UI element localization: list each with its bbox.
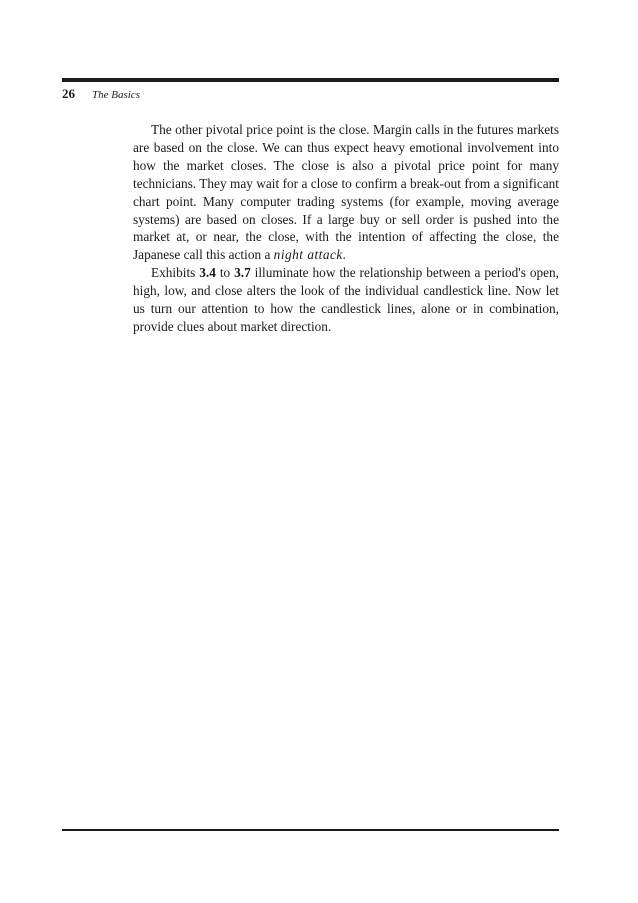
paragraph-1 (133, 121, 559, 264)
paragraph-2 (133, 264, 559, 336)
page-header (62, 86, 559, 104)
paragraph-1-italic-term: night attack. (273, 247, 347, 263)
exhibit-ref-start: 3.4 (199, 265, 216, 281)
paragraph-2-part-2: to (215, 265, 235, 281)
body-text (133, 121, 559, 336)
footer-rule (62, 829, 559, 831)
exhibit-ref-end: 3.7 (234, 265, 251, 281)
header-rule (62, 78, 559, 82)
paragraph-2-part-3: illuminate how the relationship between a period's open, high, low, and close alters the look of the individual candlestick line. Now let us turn our attention to how the candlestick lines, alone or in combination, provide clues about market direction. (133, 265, 559, 334)
paragraph-1-text: The other pivotal price point is the close. Margin calls in the futures markets are based on the close. We can thus expect heavy emotional involvement into how the market closes. The close is also a pivotal price point for many technicians. They may wait for a close to confirm a break-out from a significant chart point. Many computer trading systems (for example, moving average systems) are based on closes. If a large buy or sell order is pushed into the market at, or near, the close, with the intention of affecting the close, the Japanese call this action a (133, 122, 559, 263)
running-head: The Basics (92, 89, 140, 101)
page-number: 26 (62, 86, 75, 101)
paragraph-2-part-1: Exhibits (151, 265, 200, 281)
